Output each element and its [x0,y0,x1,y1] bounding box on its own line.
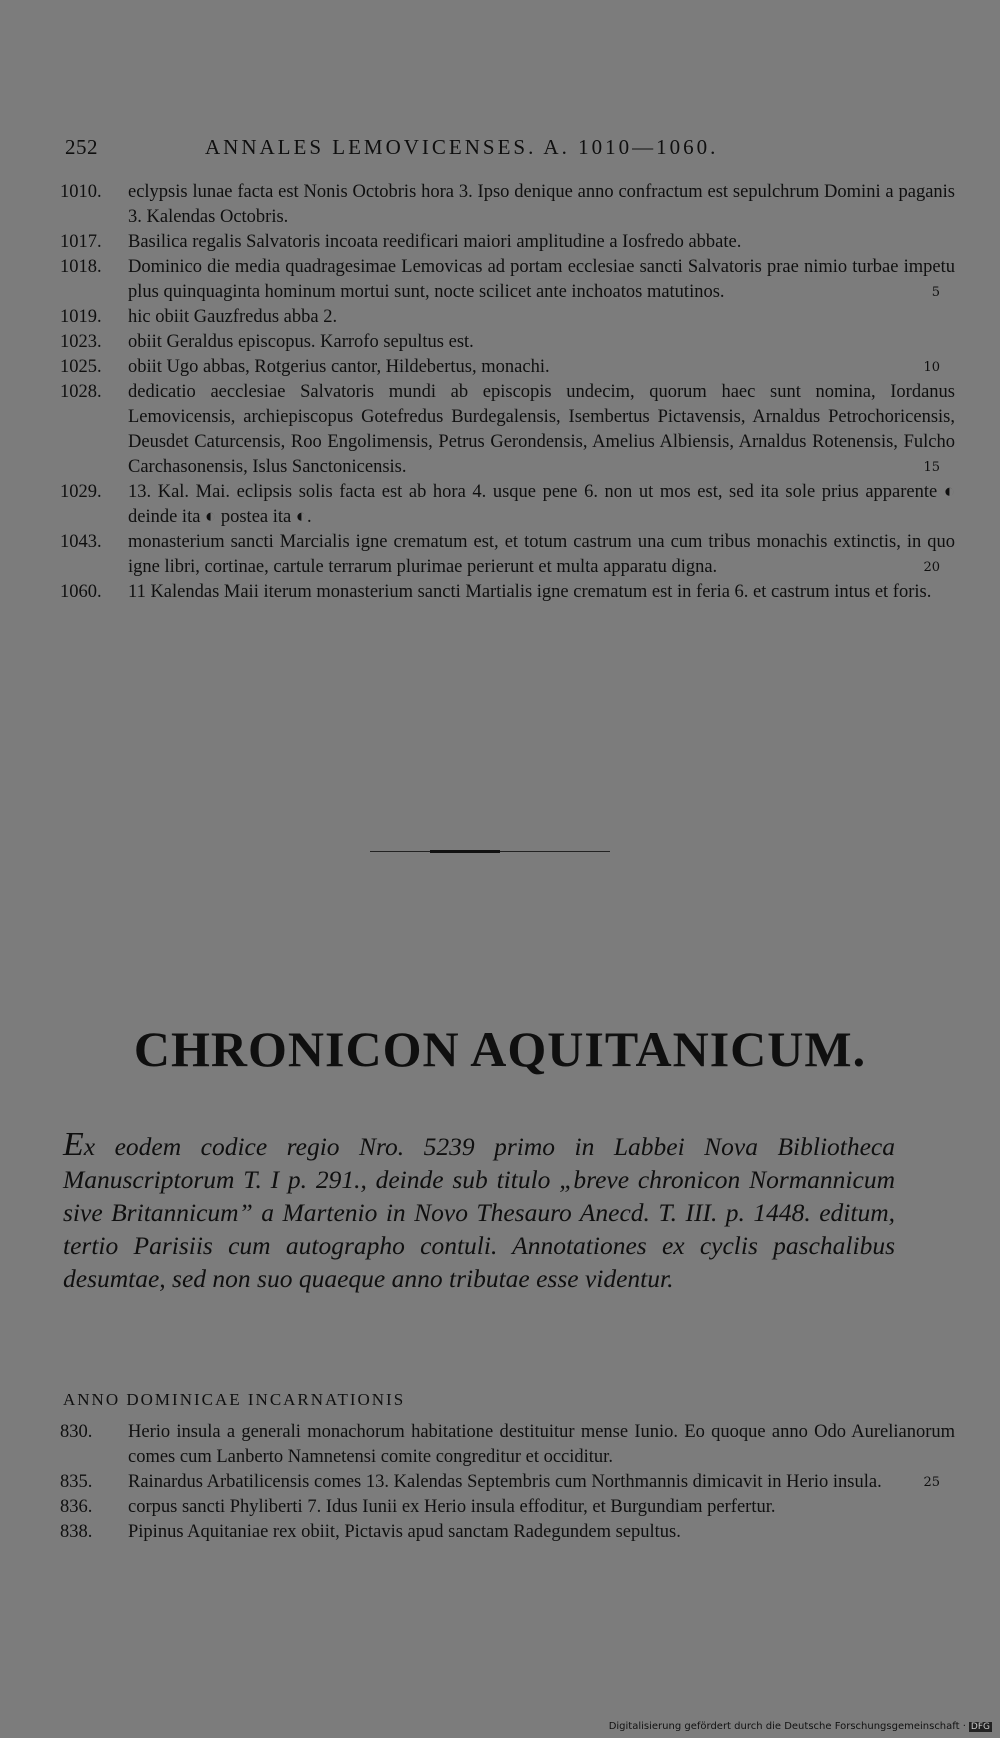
entry-row [60,580,932,605]
section-title: CHRONICON AQUITANICUM. [133,1021,867,1077]
intro-paragraph [63,1128,895,1295]
entry-row [60,230,900,255]
entry-year: 1028. [60,382,102,402]
entry-row [60,255,955,305]
entry-row [60,1470,940,1495]
entry-year: 1018. [60,257,102,277]
anno-heading: ANNO DOMINICAE INCARNATIONIS [63,1390,406,1409]
section-divider [370,850,610,853]
entry-year: 1010. [60,182,102,202]
entry-text: 11 Kalendas Maii iterum monasterium sancti Martialis igne crematum est in feria 6. et castrum intus et foris. [128,582,932,602]
entry-year: 1029. [60,482,102,502]
annales-entries [60,180,955,605]
entry-text: 13. Kal. Mai. eclipsis solis facta est ab hora 4. usque pene 6. non ut mos est, sed ita sole prius apparente ◐ deinde ita ◐ postea ita ◐. [128,482,955,527]
entry-text: Pipinus Aquitaniae rex obiit, Pictavis apud sanctam Radegundem sepultus. [128,1522,681,1542]
entry-text: Herio insula a generali monachorum habitatione destituitur mense Iunio. Eo quoque anno Odo Aurelianorum comes cum Lanberto Namnetensi comite congreditur et occiditur. [128,1422,955,1467]
margin-line-number: 5 [931,285,940,300]
entry-text: obiit Ugo abbas, Rotgerius cantor, Hildebertus, monachi. [128,357,550,377]
entry-text: obiit Geraldus episcopus. Karrofo sepultus est. [128,332,474,352]
footer-text: Digitalisierung gefördert durch die Deutsche Forschungsgemeinschaft · [608,1721,966,1732]
dfg-logo: DFG [970,1722,990,1732]
intro-text: x eodem codice regio Nro. 5239 primo in Labbei Nova Bibliotheca Manuscriptorum T. I p. 291., deinde sub titulo „breve chronicon Normannicum sive Britannicum” a Martenio in Novo Thesauro Anecd. T. III. p. 1448. editum, tertio Parisiis cum autographo contuli. Annotationes ex cyclis paschalibus desumtae, sed non suo quaeque anno tributae esse videntur. [63,1132,895,1293]
margin-line-number: 20 [923,560,940,575]
entry-text: eclypsis lunae facta est Nonis Octobris hora 3. Ipso denique anno confractum est sepulchrum Domini a paganis 3. Kalendas Octobris. [128,182,955,227]
entry-year: 1019. [60,307,102,327]
entry-year: 1023. [60,332,102,352]
entry-text: Rainardus Arbatilicensis comes 13. Kalendas Septembris cum Northmannis dimicavit in Herio insula. [128,1472,882,1492]
entry-year: 1017. [60,232,102,252]
entry-text: Dominico die media quadragesimae Lemovicas ad portam ecclesiae sancti Salvatoris prae nimio turbae impetu plus quinquaginta hominum mortui sunt, nocte scilicet ante inchoatos matutinos. [128,257,955,302]
entry-text: hic obiit Gauzfredus abba 2. [128,307,338,327]
intro-initial: E [63,1126,84,1163]
entry-year: 1025. [60,357,102,377]
entry-row [60,305,900,330]
entry-text: corpus sancti Phyliberti 7. Idus Iunii ex Herio insula effoditur, et Burgundiam perfertur. [128,1497,776,1517]
entry-row [60,330,900,355]
entry-row [60,355,940,380]
entry-text: monasterium sancti Marcialis igne crematum est, et totum castrum una cum tribus monachis extinctis, in quo igne libri, cortinae, cartule terrarum plurimae perierunt et multa apparatu digna. [128,532,955,577]
entry-row [60,180,955,230]
entry-year: 1060. [60,582,102,602]
entry-year: 836. [60,1497,93,1517]
chronicon-entries [60,1420,955,1545]
margin-line-number: 25 [923,1475,940,1490]
margin-line-number: 10 [923,360,940,375]
running-title: ANNALES LEMOVICENSES. A. 1010—1060. [205,135,719,159]
entry-row [60,530,955,580]
entry-row [60,1520,900,1545]
entry-text: dedicatio aecclesiae Salvatoris mundi ab episcopis undecim, quorum haec sunt nomina, Iordanus Lemovicensis, archiepiscopus Gotefredus Burdegalensis, Isembertus Pictavensis, Arnaldus Petrochoricensis, Deusdet Caturcensis, Roo Engolimensis, Petrus Gerondensis, Amelius Albiensis, Arnaldus Rotenensis, Fulcho Carchasonensis, Islus Sanctonicensis. [128,382,955,477]
page-number: 252 [65,135,98,159]
footer-credit [609,1721,992,1732]
entry-text: Basilica regalis Salvatoris incoata reedificari maiori amplitudine a Iosfredo abbate. [128,232,742,252]
entry-year: 1043. [60,532,102,552]
margin-line-number: 15 [923,460,940,475]
divider-ornament [430,850,500,853]
entry-year: 835. [60,1472,93,1492]
entry-row [60,480,955,530]
entry-year: 830. [60,1422,93,1442]
entry-year: 838. [60,1522,93,1542]
entry-row [60,1420,955,1470]
entry-row [60,380,955,480]
entry-row [60,1495,900,1520]
